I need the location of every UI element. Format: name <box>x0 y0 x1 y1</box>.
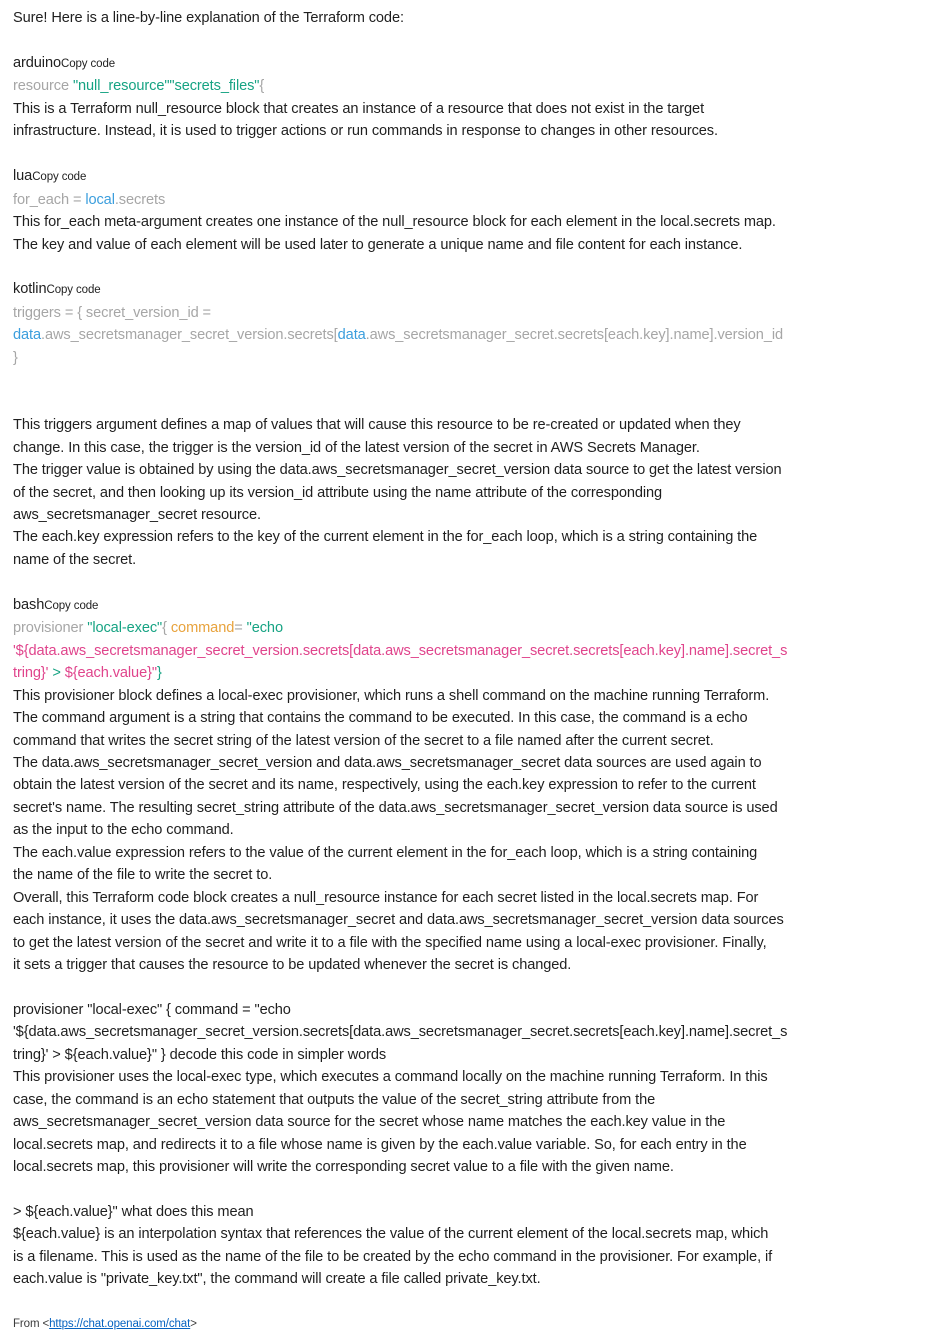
code-token: } <box>156 665 162 682</box>
code-token: tring}' <box>13 665 53 682</box>
code-token: data <box>337 327 366 344</box>
text-line: > ${each.value}" what does this mean <box>13 1204 254 1221</box>
code-line <box>13 640 915 662</box>
code-language-label: lua <box>13 168 33 185</box>
copy-code-button: Copy code <box>60 57 116 70</box>
code-token: = <box>234 620 247 637</box>
code-token: '${data.aws_secretsmanager_secret_version.secrets[data.aws_secretsmanager_secret.secrets[each.key].name].secret_s <box>13 642 788 659</box>
text-line: The each.value expression refers to the value of the current element in the for_each loop, which is a string containing <box>13 844 758 861</box>
code-token: } <box>13 349 18 366</box>
code-token: > <box>52 665 65 682</box>
text-line: Sure! Here is a line-by-line explanation of the Terraform code: <box>13 10 404 26</box>
text-line: Overall, this Terraform code block creates a null_resource instance for each secret listed in the local.secrets map. For <box>13 889 759 906</box>
code-line <box>13 75 915 97</box>
text-line: The trigger value is obtained by using the data.aws_secretsmanager_secret_version data source to get the latest version <box>13 462 782 479</box>
blank-line <box>13 976 915 998</box>
text-line: aws_secretsmanager_secret_version data source for the secret whose name matches the each.key value in the <box>13 1114 726 1131</box>
code-token: { <box>259 78 265 95</box>
code-line <box>13 617 915 639</box>
text-line: command that writes the secret string of the latest version of the secret to a file named after the current secret. <box>13 732 714 749</box>
text-line: case, the command is an echo statement that outputs the value of the secret_string attribute from the <box>13 1091 656 1108</box>
text-line: to get the latest version of the secret and write it to a file with the specified name using a local-exec provisioner. Finally, <box>13 934 767 951</box>
text-line: The each.key expression refers to the key of the current element in the for_each loop, which is a string containing the <box>13 529 758 546</box>
code-token: "echo <box>246 620 283 637</box>
blank-line <box>13 143 915 165</box>
text-line: This is a Terraform null_resource block that creates an instance of a resource that does not exist in the target <box>13 100 705 117</box>
blank-line <box>13 1179 915 1201</box>
code-line <box>13 662 915 684</box>
code-line <box>13 347 915 369</box>
blank-line <box>13 392 915 414</box>
code-token: ${each.value}" <box>64 665 157 682</box>
code-block-header <box>13 165 915 188</box>
text-line: tring}' > ${each.value}" } decode this code in simpler words <box>13 1046 387 1063</box>
text-line: name of the secret. <box>13 551 137 568</box>
text-line: ${each.value} is an interpolation syntax that references the value of the current element of the local.secrets map, which <box>13 1226 769 1243</box>
text-line: of the secret, and then looking up its version_id attribute using the name attribute of the corresponding <box>13 484 663 501</box>
text-line: it sets a trigger that causes the resource to be updated whenever the secret is changed. <box>13 957 572 974</box>
text-line: provisioner "local-exec" { command = "echo <box>13 1001 291 1018</box>
blank-line <box>13 369 915 391</box>
code-token: .aws_secretsmanager_secret.secrets[each.key].name].version_id <box>365 327 783 344</box>
blank-line <box>13 256 915 278</box>
text-line: The data.aws_secretsmanager_secret_version and data.aws_secretsmanager_secret data sources are used again to <box>13 754 762 771</box>
code-language-label: kotlin <box>13 281 47 298</box>
text-line: This triggers argument defines a map of values that will cause this resource to be re-created or updated when they <box>13 417 741 434</box>
code-line <box>13 324 915 346</box>
blank-line <box>13 1291 915 1313</box>
text-line: '${data.aws_secretsmanager_secret_version.secrets[data.aws_secretsmanager_secret.secrets[each.key].name].secret_s <box>13 1024 788 1041</box>
code-token: "null_resource""secrets_files" <box>72 78 260 95</box>
text-line: The command argument is a string that contains the command to be executed. In this case, the command is a echo <box>13 710 748 727</box>
text-line: the name of the file to write the secret to. <box>13 867 273 884</box>
text-line: as the input to the echo command. <box>13 822 234 839</box>
code-token: .aws_secretsmanager_secret_version.secrets[ <box>41 327 338 344</box>
text-line: The key and value of each element will be used later to generate a unique name and file content for each instance. <box>13 236 743 253</box>
text-line: change. In this case, the trigger is the version_id of the latest version of the secret in AWS Secrets Manager. <box>13 439 700 456</box>
text-line: This for_each meta-argument creates one instance of the null_resource block for each element in the local.secrets map. <box>13 214 776 231</box>
code-token: local <box>85 191 115 208</box>
blank-line <box>13 29 915 51</box>
source-suffix: > <box>190 1318 197 1331</box>
text-line: secret's name. The resulting secret_string attribute of the data.aws_secretsmanager_secret_version data source is used <box>13 799 778 816</box>
source-footer <box>13 1313 915 1335</box>
source-prefix: From < <box>13 1318 50 1331</box>
source-link[interactable]: https://chat.openai.com/chat <box>49 1318 191 1331</box>
document-body <box>13 7 915 1291</box>
text-line: aws_secretsmanager_secret resource. <box>13 506 261 523</box>
text-line: This provisioner block defines a local-exec provisioner, which runs a shell command on the machine running Terraform. <box>13 687 770 704</box>
text-line: infrastructure. Instead, it is used to trigger actions or run commands in response to changes in other resources. <box>13 123 718 140</box>
code-token: { <box>162 620 171 637</box>
code-block-header <box>13 594 915 617</box>
code-token: provisioner <box>13 620 88 637</box>
text-line: local.secrets map, and redirects it to a file whose name is given by the each.value variable. So, for each entry in the <box>13 1136 747 1153</box>
code-token: for_each = <box>13 191 86 208</box>
code-line <box>13 189 915 211</box>
code-line <box>13 302 915 324</box>
code-token: "local-exec" <box>87 620 163 637</box>
blank-line <box>13 571 915 593</box>
copy-code-button: Copy code <box>32 171 87 184</box>
code-language-label: arduino <box>13 54 61 71</box>
text-line: each.value is "private_key.txt", the command will create a file called private_key.txt. <box>13 1271 541 1288</box>
text-line: each instance, it uses the data.aws_secretsmanager_secret and data.aws_secretsmanager_secret_version data sources <box>13 912 784 929</box>
code-token: .secrets <box>114 191 166 208</box>
copy-code-button: Copy code <box>46 284 101 297</box>
text-line: obtain the latest version of the secret and its name, respectively, using the each.key expression to refer to the current <box>13 777 756 794</box>
text-line: local.secrets map, this provisioner will write the corresponding secret value to a file with the given name. <box>13 1159 674 1176</box>
code-block-header <box>13 52 915 75</box>
text-line: This provisioner uses the local-exec type, which executes a command locally on the machine running Terraform. In this <box>13 1069 768 1086</box>
text-line: is a filename. This is used as the name of the file to be created by the echo command in the provisioner. For example, if <box>13 1248 773 1265</box>
copy-code-button: Copy code <box>44 599 99 612</box>
code-token: data <box>13 327 42 344</box>
code-language-label: bash <box>13 596 45 613</box>
code-token: command <box>170 620 235 637</box>
code-token: triggers = { secret_version_id = <box>13 304 211 321</box>
code-block-header <box>13 278 915 301</box>
code-token: resource <box>13 78 73 95</box>
